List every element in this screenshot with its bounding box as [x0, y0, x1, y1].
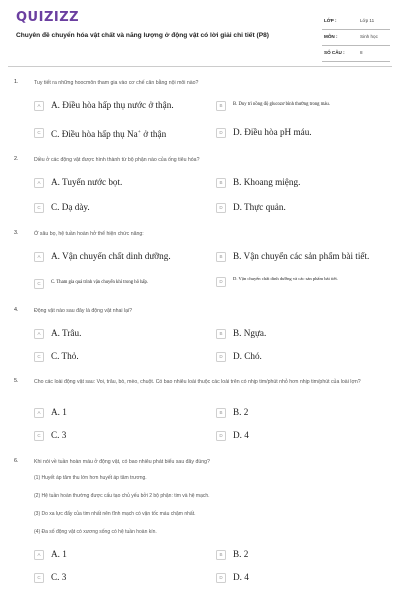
option-text: B. Ngựa. [233, 328, 267, 338]
option-letter-box: C [34, 279, 44, 289]
option-letter-box: A [34, 178, 44, 188]
meta-value: Lớp 11 [360, 18, 375, 23]
option-text: A. 1 [51, 549, 67, 559]
option-letter-box: A [34, 101, 44, 111]
meta-value: 8 [360, 50, 363, 55]
question-number: 2. [14, 156, 19, 162]
option-text: B. Vận chuyển các sản phẩm bài tiết. [233, 251, 370, 261]
statement-4: (4) Đa số động vật có xương sống có hệ tuần hoàn kín. [34, 529, 157, 535]
quizizz-logo: QUIZIZZ [16, 10, 80, 25]
option-letter-box: C [34, 431, 44, 441]
header-divider [8, 66, 392, 67]
option-letter-box: A [34, 408, 44, 418]
option-letter-box: B [216, 408, 226, 418]
question-number: 5. [14, 378, 19, 384]
option-text: D. Thực quản. [233, 202, 286, 212]
statement-3: (3) Do xa lực đẩy của tim nhất nên tĩnh mạch có vận tốc máu chậm nhất. [34, 511, 196, 517]
option-text: D. Điều hòa pH máu. [233, 127, 312, 137]
option-text: C. Tham gia quá trình vận chuyển khí trong hô hấp. [51, 280, 149, 285]
option-text: A. Trâu. [51, 328, 82, 338]
meta-label: LỚP : [324, 18, 337, 23]
question-text: Khi nói về tuần hoàn máu ở động vật, có bao nhiêu phát biểu sau đây đúng? [34, 459, 210, 465]
option-text: A. 1 [51, 407, 67, 417]
question-number: 6. [14, 458, 19, 464]
option-letter-box: A [34, 329, 44, 339]
meta-label: MÔN : [324, 34, 338, 39]
question-text: Cho các loài động vật sau: Voi, trâu, bò, mèo, chuột. Có bao nhiêu loài thuộc các loài trên có nhịp tim/phút nhỏ hơn nhịp tim/phút của loài lợn? [34, 379, 361, 385]
option-text [51, 126, 166, 140]
meta-label: SỐ CÂU : [324, 50, 345, 55]
option-text: D. Chó. [233, 351, 262, 361]
option-text: D. Vận chuyển chất dinh dưỡng và các sản phẩm bài tiết. [233, 276, 338, 281]
worksheet-meta-table [322, 14, 390, 62]
option-text-main: C. Điều hòa hấp thụ Na [51, 129, 138, 140]
option-letter-box: C [34, 573, 44, 583]
option-text: D. 4 [233, 572, 249, 582]
question-number: 1. [14, 79, 19, 85]
option-text: B. Duy trì nồng độ glucozơ bình thường trong máu. [233, 102, 330, 107]
option-letter-box: C [34, 352, 44, 362]
superscript-plus: + [137, 129, 141, 135]
worksheet-title: Chuyên đề chuyển hóa vật chất và năng lượng ở động vật có lời giải chi tiết (P8) [16, 32, 269, 39]
option-letter-box: C [34, 128, 44, 138]
option-text: C. 3 [51, 430, 67, 440]
question-text: Động vật nào sau đây là động vật nhai lại? [34, 308, 133, 314]
option-text-tail: ở thận [140, 129, 167, 140]
option-letter-box: D [216, 431, 226, 441]
meta-row-class [322, 14, 390, 30]
option-letter-box: A [34, 550, 44, 560]
option-letter-box: D [216, 352, 226, 362]
option-letter-box: B [216, 178, 226, 188]
option-text: A. Điều hòa hấp thụ nước ở thận. [51, 100, 174, 110]
question-text: Ở sâu bọ, hệ tuần hoàn hở thể hiện chức năng: [34, 231, 144, 237]
option-letter-box: C [34, 203, 44, 213]
option-text: C. 3 [51, 572, 67, 582]
option-text: B. 2 [233, 407, 249, 417]
statement-2: (2) Hệ tuần hoàn thường được cấu tạo chủ yếu bởi 2 bộ phận: tim và hệ mạch. [34, 493, 210, 499]
option-text: B. 2 [233, 549, 249, 559]
question-number: 4. [14, 307, 19, 313]
question-text: Diều ở các động vật được hình thành từ bộ phận nào của ống tiêu hóa? [34, 157, 200, 163]
worksheet-header [0, 0, 400, 64]
option-text: A. Vận chuyển chất dinh dưỡng. [51, 251, 171, 261]
option-letter-box: D [216, 573, 226, 583]
option-text: C. Thỏ. [51, 351, 79, 361]
option-letter-box: B [216, 101, 226, 111]
option-letter-box: A [34, 252, 44, 262]
meta-row-subject [322, 30, 390, 46]
option-letter-box: D [216, 128, 226, 138]
meta-row-count [322, 46, 390, 62]
statement-1: (1) Huyết áp tâm thu lớn hơn huyết áp tâm trương. [34, 475, 147, 481]
option-letter-box: D [216, 203, 226, 213]
option-letter-box: B [216, 252, 226, 262]
option-text: C. Dạ dày. [51, 202, 90, 212]
question-text: Tuy tiết ra những hoocmôn tham gia vào cơ chế cân bằng nội môi nào? [34, 80, 199, 86]
option-letter-box: B [216, 550, 226, 560]
option-text: B. Khoang miệng. [233, 177, 301, 187]
meta-value: Sinh học [360, 34, 378, 39]
option-letter-box: D [216, 277, 226, 287]
question-number: 3. [14, 230, 19, 236]
option-text: A. Tuyến nước bọt. [51, 177, 123, 187]
option-text: D. 4 [233, 430, 249, 440]
option-letter-box: B [216, 329, 226, 339]
